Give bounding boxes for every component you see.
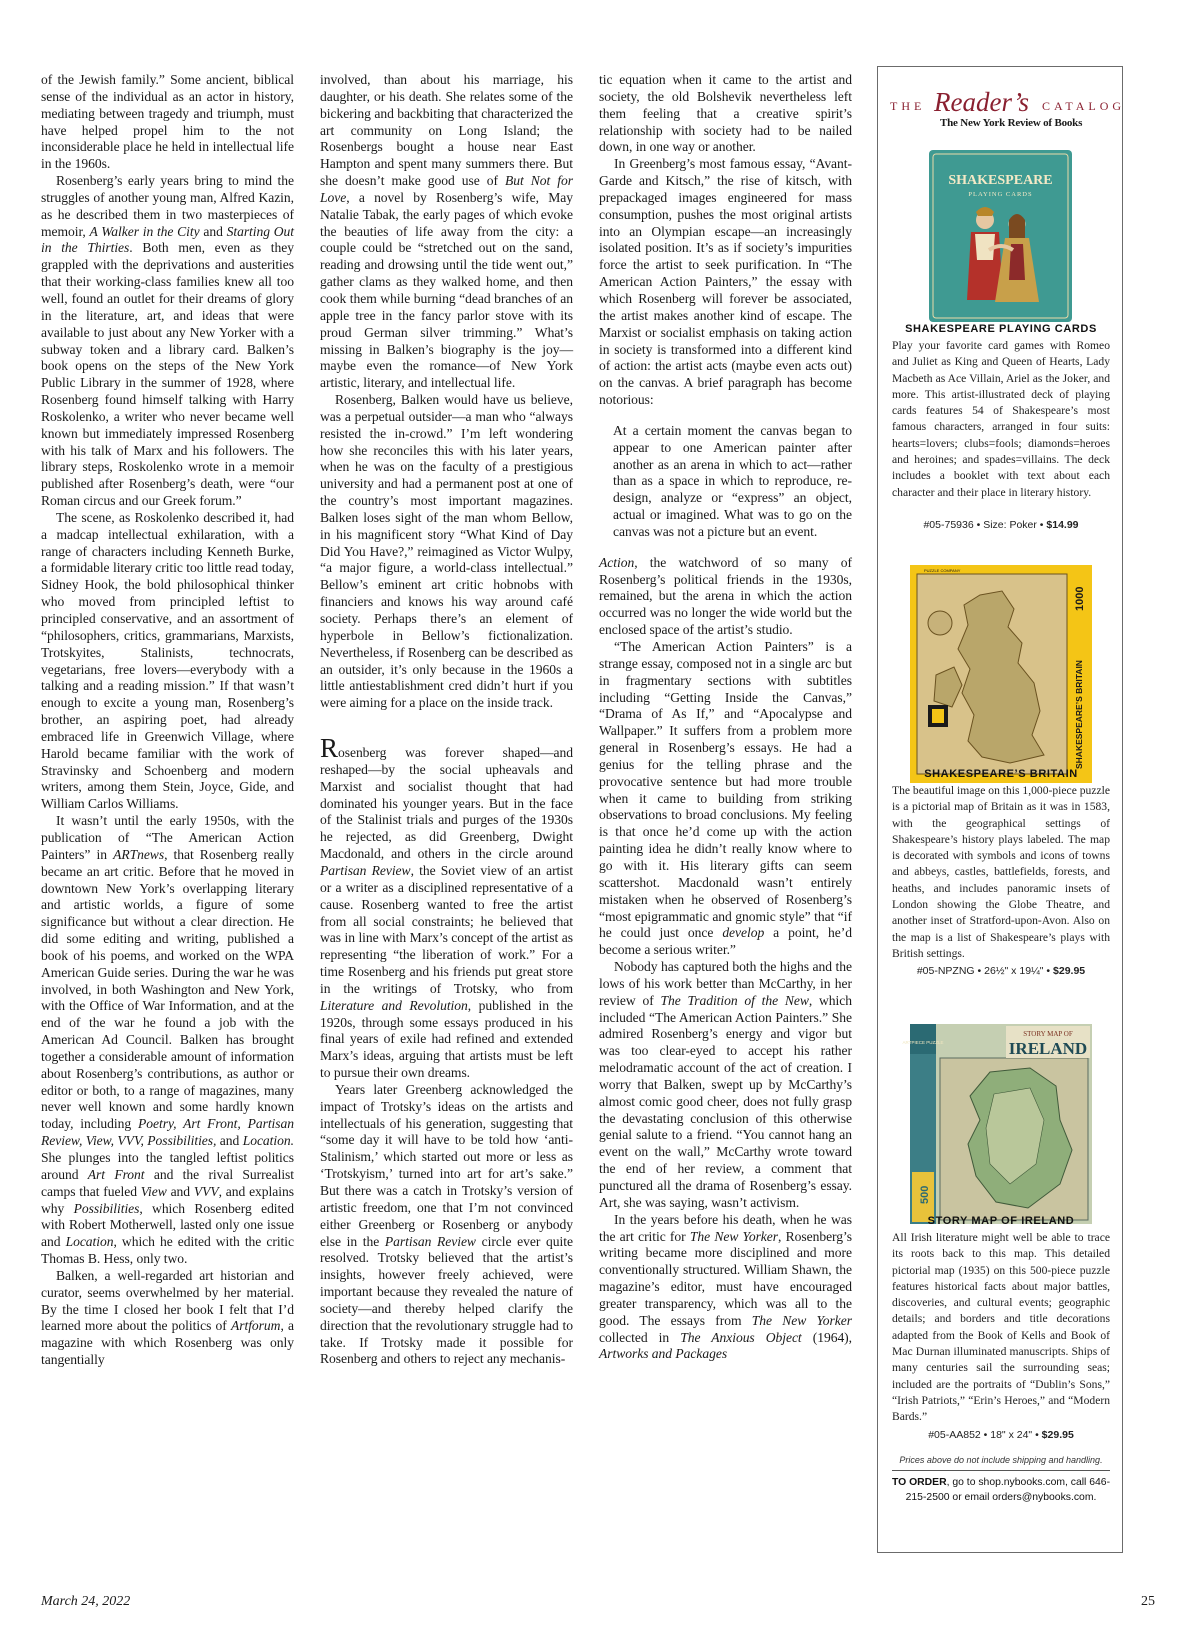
- product-description: All Irish literature might well be able to trace its roots back to this map. This detailed pictorial map (1935) on this 500-piece puzzle features historical facts about major battles, discoveries, and cultural events; geographic details; and borders and title decorations adapted from the Book of Kells and Book of Mac Durnan illuminated manuscripts. Ships of many centuries sail the surrounding seas; included are the portraits of “Dublin’s Sons,” “Irish Patriots,” “Erin’s Heroes,” and “Modern Bards.”: [892, 1231, 1110, 1424]
- product-price: $29.95: [1041, 1429, 1074, 1441]
- readers-catalog-sidebar: [877, 66, 1126, 1553]
- section-break: [320, 712, 573, 738]
- issue-date: March 24, 2022: [41, 1594, 131, 1609]
- shakespeares-britain-puzzle-image: [910, 565, 1092, 783]
- paragraph: tic equation when it came to the artist and society, the old Bolshevik nevertheless left them feeling that a creative spirit’s relationship with society had to be nailed down, in one way or another.: [599, 72, 852, 155]
- block-quote: At a certain moment the canvas began to appear to one American painter after another as an arena in which to act—rather than as a space in which to reproduce, re-design, analyze or “express” an object, actual or imagined. What was to go on the canvas was not a picture but an event.: [613, 422, 852, 539]
- catalog-publisher: The New York Review of Books: [940, 117, 1083, 129]
- box-subtitle: STORY MAP OF: [1023, 1030, 1073, 1038]
- box-brand: PUZZLE COMPANY: [924, 568, 961, 573]
- paragraph: Years later Greenberg acknowledged the impact of Trotsky’s ideas on the artists and intellectuals of his generation, suggesting that “some day it will have to be told how ‘anti-Stalinism,’ which started out more or less as ‘Trotskyism,’ turned into art for art’s sake.” But there was a catch in Trotsky’s version of artistic freedom, one that I’m not convinced either Greenberg or Rosenberg or anybody else in the Partisan Review circle ever quite resolved. Trotsky believed that the artist’s insights, however freely achieved, were important because they revealed the nature of society—and thereby helped clarify the direction that the revolutionary struggle had to take. If Trotsky made it possible for Rosenberg and others to reject any mechanis-: [320, 1081, 573, 1367]
- box-count: 500: [919, 1185, 931, 1204]
- paragraph: In Greenberg’s most famous essay, “Avant-Garde and Kitsch,” the rise of kitsch, with prepackaged images engineered for mass consumption, pushes the most original artists into an Olympian escape—an increasingly isolated position. It’s as if society’s impurities force the artist to seek purification. In “The American Action Painters,” the essay with which Rosenberg will forever be associated, the artist makes another kind of escape. The Marxist or socialist emphasis on taking action in society is transformed into a different kind of action: the artist acts (maybe even acts out) on the canvas. A brief paragraph has become notorious:: [599, 156, 852, 408]
- story-map-of-ireland-puzzle-image: [902, 1024, 1092, 1224]
- box-title: IRELAND: [1008, 1039, 1088, 1058]
- product-meta: #05-75936 • Size: Poker • $14.99: [923, 519, 1079, 531]
- drop-cap: R: [320, 733, 338, 764]
- box-title: SHAKESPEARE: [948, 173, 1053, 188]
- paragraph: Nobody has captured both the highs and the lows of his work better than McCarthy, in her review of The Tradition of the New, which included “The American Action Painters.” She admired Rosenberg’s energy and vigor but was too clear-eyed to accept his rather melodramatic account of the act of creation. I worry that Balken, swept up by McCarthy’s almost comic good cheer, does not fully grasp the devastating conclusion of this otherwise genial salute to a friend. “You cannot hang an event on the wall,” McCarthy wrote toward the end of her review, a comment that punctured all the drama of Rosenberg’s essay. Art, she was saying, wasn’t activism.: [599, 959, 852, 1210]
- shakespeare-playing-cards-image: [929, 150, 1072, 322]
- paragraph: involved, than about his marriage, his daughter, or his death. She relates some of the bickering and backbiting that characterized the art community on Long Island; the Rosenbergs bought a house near East Hampton and spent many summers there. But she doesn’t make good use of But Not for Love, a novel by Rosenberg’s wife, May Natalie Tabak, the early pages of which evoke the beauties of life away from the city: a couple could be “stretched out on the sand, reading and drowsing until the tide went out,” gather clams as they walked home, and then cook them while burning “dead branches of an apple tree in the fancy parlor stove with its proud German silver trimming.” What’s missing in Balken’s biography is the joy—maybe even the romance—of New York artistic, literary, and intellectual life.: [320, 72, 573, 391]
- product-price: $29.95: [1053, 965, 1086, 977]
- product-description: Play your favorite card games with Romeo and Juliet as King and Queen of Hearts, Lady Macbeth as Ace Villain, Ariel as the Joker, and more. This artist-illustrated deck of playing cards features 54 of Shakespeare’s most famous characters, arranged in four suits: hearts=lovers; clubs=fools; diamonds=heroes and heroines; and spades=villains. The deck includes a booklet with text about each character and their place in literary history.: [892, 339, 1110, 499]
- order-info: TO ORDER, go to shop.nybooks.com, call 646-215-2500 or email orders@nybooks.com.: [891, 1477, 1111, 1503]
- box-side-title: SHAKESPEARE’S BRITAIN: [1074, 660, 1084, 769]
- order-label: TO ORDER: [891, 1477, 947, 1488]
- box-count: 1000: [1074, 586, 1086, 611]
- shipping-note: Prices above do not include shipping and handling.: [899, 1455, 1103, 1465]
- product-meta: #05-NPZNG • 26½" x 19¼" • $29.95: [916, 965, 1086, 977]
- paragraph: The scene, as Roskolenko described it, had a madcap intellectual exhilaration, with a range of characters including Kenneth Burke, a formidable literary critic too little read today, Sidney Hook, the bold philosophical thinker who moved from principled leftist to principled conservative, and an assortment of “philosophers, critics, grammarians, Marxists, Trotskyites, Stalinists, technocrats, vegetarians, free lovers—everybody with a talking and a reading mission.” If that wasn’t enough to excite a young man, Rosenberg’s brother, an aspiring poet, had already embraced life in Greenwich Village, where Harold became familiar with the work of Stravinsky and Schoenberg and modern writers, among them Stein, Joyce, Gide, and William Carlos Williams.: [41, 509, 294, 812]
- product-title: SHAKESPEARE’S BRITAIN: [924, 768, 1078, 780]
- article-column-2: [320, 72, 573, 1368]
- paragraph: of the Jewish family.” Some ancient, biblical sense of the individual as an actor in history, mediating between tragedy and triumph, must have helped propel him to the not inconsiderable place he held in intellectual life in the 1960s.: [41, 72, 294, 172]
- catalog-the: THE: [890, 99, 926, 113]
- paragraph: Action, the watchword of so many of Rosenberg’s political friends in the 1930s, remained, but the arena in which the action occurred was no longer the wide world but the enclosed space of the artist’s studio.: [599, 554, 852, 638]
- catalog-catalog: CATALOG: [1042, 99, 1126, 113]
- product-description: The beautiful image on this 1,000-piece puzzle is a pictorial map of Britain as it was in 1583, with the geographical settings of Shakespeare’s history plays labeled. The map is decorated with symbols and icons of towns and abbeys, castles, battlefields, forests, and heaths, and includes panoramic insets of London showing the Globe Theatre, and another inset of Stratford-upon-Avon. Also on the map is a list of Shakespeare’s plays with British settings.: [892, 784, 1110, 960]
- divider: [892, 1470, 1110, 1471]
- page-number: 25: [1141, 1594, 1155, 1609]
- paragraph: It wasn’t until the early 1950s, with the publication of “The American Action Painters” in ARTnews, that Rosenberg really became an art critic. Before that he moved in downtown New York’s overlapping literary and artistic worlds, a figure of some significance but without a clear direction. He did some editing and writing, published a book of his poems, and worked on the WPA American Guide series. During the war he was involved, in both Washington and New York, with the Office of War Information, and at the end of the war he found a job with the American Ad Council. Balken has brought together a considerable amount of information about Rosenberg’s contributions, as author or editor or both, to a range of magazines, many never well known and some hardly known today, including Poetry, Art Front, Partisan Review, View, VVV, Possibilities, and Location. She plunges into the tangled leftist politics around Art Front and the rival Surrealist camps that fueled View and VVV, and explains why Possibilities, which Rosenberg edited with Robert Motherwell, lasted only one issue and Location, which he edited with the critic Thomas B. Hess, only two.: [41, 813, 295, 1267]
- paragraph: Rosenberg, Balken would have us believe, was a perpetual outsider—a man who “always resisted the in-crowd.” I’m left wondering how she reconciles this with his later years, when he was on the faculty of a prestigious university and had a permanent post at one of the country’s most important magazines. Balken loses sight of the man whom Bellow, in his magnificent story “What Kind of Day Did You Have?,” reimagined as Victor Wulpy, “a major figure, a world-class intellectual.” Bellow’s eminent art critic hobnobs with financiers and knows his way around café society. Perhaps there’s an element of hyperbole in Bellow’s fictionalization. Nevertheless, if Rosenberg can be described as an outsider, it’s only because in the 1960s a little antiestablishment cred didn’t hurt if you were aiming for a place on the inside track.: [320, 392, 573, 711]
- box-brand: ARTPIECE PUZZLE: [902, 1040, 944, 1045]
- paragraph: Rosenberg’s early years bring to mind the struggles of another young man, Alfred Kazin, as he described them in two masterpieces of memoir, A Walker in the City and Starting Out in the Thirties. Both men, even as they grappled with the deprivations and austerities that their working-class families knew all too well, found an outlet for their dreams of glory in the literature, art, and ideas that were available to just about any New Yorker with a subway token and a library card. Balken’s book opens on the steps of the New York Public Library in the summer of 1928, where Rosenberg found himself talking with Harry Roskolenko, a writer who never became well known but immediately impressed Rosenberg with his talk of Marx and his followers. The library steps, Roskolenko wrote in a memoir published after Rosenberg’s death, were “our Roman circus and our Greek forum.”: [41, 173, 295, 509]
- product-price: $14.99: [1046, 519, 1079, 531]
- product-title: SHAKESPEARE PLAYING CARDS: [905, 323, 1097, 335]
- paragraph: “The American Action Painters” is a strange essay, composed not in a single arc but in fragmentary sections with subtitles including “Getting Inside the Canvas,” “Drama of As If,” and “Apocalypse and Wallpaper.” It suffers from a problem more general in Rosenberg’s essays. He had a genius for the telling phrase and the provocative sentence but had more trouble when it came to building from striking observations to broad conclusions. My feeling is that once he’d come up with the action painting idea he didn’t really know where to go with it. His literary gifts can seem scattershot. Macdonald wasn’t entirely mistaken when he observed of Rosenberg’s “most epigrammatic and gnomic style” that “if he could just once develop a point, he’d become a serious writer.”: [599, 639, 853, 958]
- article-column-1: [41, 72, 294, 1369]
- product-title: STORY MAP OF IRELAND: [927, 1215, 1075, 1227]
- article-column-3: [599, 72, 852, 1363]
- catalog-readers-logo: Reader’s: [934, 87, 1029, 117]
- paragraph: Balken, a well-regarded art historian and curator, seems overwhelmed by her material. By the time I closed her book I felt that I’d learned more about the politics of Artforum, a magazine with which Rosenberg was only tangentially: [41, 1267, 294, 1368]
- paragraph: Rosenberg was forever shaped—and reshaped—by the social upheavals and Marxist and socialist thought that had dominated his younger years. But in the face of the Stalinist trials and purges of the 1930s he rejected, as did Greenberg, Dwight Macdonald, and others in the circle around Partisan Review, the Soviet view of an artist or a writer as a disciplined representative of a cause. Rosenberg wanted to free the artist from all social constraints; he believed that was in line with Marx’s concept of the artist as representing “the liberation of work.” For a time Rosenberg and his friends put great store in the writings of Trotsky, who from Literature and Revolution, published in the 1920s, through some essays produced in his final years of exile had refined and extended Marx’s ideas, arguing that artists must be left to pursue their own dreams.: [320, 733, 573, 1081]
- paragraph: In the years before his death, when he was the art critic for The New Yorker, Rosenberg’s writing became more disciplined and more conventionally structured. William Shawn, the magazine’s editor, must have encouraged greater transparency, which was all to the good. The essays from The New Yorker collected in The Anxious Object (1964), Artworks and Packages: [599, 1211, 853, 1362]
- catalog-header: [878, 87, 1126, 131]
- box-subtitle: PLAYING CARDS: [968, 191, 1033, 198]
- product-meta: #05-AA852 • 18" x 24" • $29.95: [928, 1429, 1074, 1441]
